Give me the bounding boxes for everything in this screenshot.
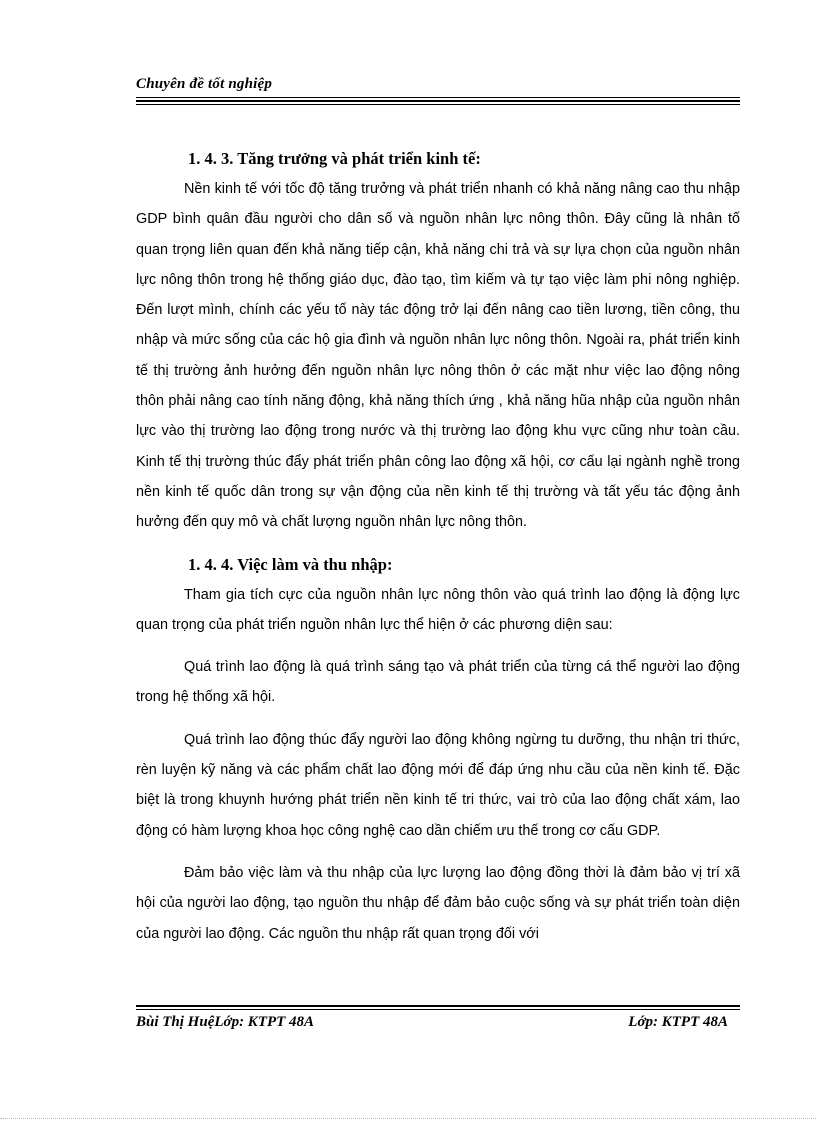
paragraph: Quá trình lao động là quá trình sáng tạo và phát triển của từng cá thể người lao động trong hệ thống xã hội.	[136, 659, 740, 706]
paragraph: Đảm bảo việc làm và thu nhập của lực lượng lao động đồng thời là đảm bảo vị trí xã hội của người lao động, tạo nguồn thu nhập để đảm bảo cuộc sống và sự phát triển toàn diện của người lao động. Các nguồn thu nhập rất quan trọng đối với	[136, 864, 740, 942]
document-title: Chuyên đề tốt nghiệp	[136, 76, 273, 92]
section-heading-1-4-4: 1. 4. 4. Việc làm và thu nhập:	[188, 554, 393, 574]
paragraph: Quá trình lao động thúc đẩy người lao động không ngừng tu dưỡng, thu nhận tri thức, rèn luyện kỹ năng và các phẩm chất lao động mới để đáp ứng nhu cầu của nền kinh tế. Đặc biệt là trong khuynh hướng phát triển nền kinh tế tri thức, vai trò của lao động chất xám, lao động có hàm lượng khoa học công nghệ cao dần chiếm ưu thế trong cơ cấu GDP.	[136, 731, 740, 839]
footer-author: Bùi Thị HuệLớp: KTPT 48A	[136, 1014, 315, 1030]
paragraph: Tham gia tích cực của nguồn nhân lực nông thôn vào quá trình lao động là động lực quan trọng của phát triển nguồn nhân lực thể hiện ở các phương diện sau:	[136, 586, 740, 633]
footer-class: Lớp: KTPT 48A	[628, 1014, 728, 1030]
header-rule-thin-top	[136, 97, 740, 98]
page-edge-dotted-line	[0, 1118, 816, 1119]
header-rule-thick	[136, 100, 740, 102]
page-body	[136, 144, 740, 949]
footer-rule-thin	[136, 1009, 740, 1010]
header-rule-thin-bottom	[136, 104, 740, 105]
section-heading-1-4-3: 1. 4. 3. Tăng trưởng và phát triển kinh tế:	[188, 149, 481, 168]
footer-rule-thick	[136, 1005, 740, 1007]
paragraph: Nền kinh tế với tốc độ tăng trưởng và phát triển nhanh có khả năng nâng cao thu nhập GDP bình quân đầu người cho dân số và nguồn nhân lực nông thôn. Đây cũng là nhân tố quan trọng liên quan đến khả năng tiếp cận, khả năng chi trả và sự lựa chọn của nguồn nhân lực nông thôn trong hệ thống giáo dục, đào tạo, tìm kiếm và tự tạo việc làm phi nông nghiệp. Đến lượt mình, chính các yếu tố này tác động trở lại đến nâng cao tiền lương, tiền công, thu nhập và mức sống của các hộ gia đình và nguồn nhân lực nông thôn. Ngoài ra, phát triển kinh tế thị trường ảnh hưởng đến nguồn nhân lực nông thôn ở các mặt như việc lao động nông thôn phải nâng cao tính năng động, khả năng thích ứng , khả năng hũa nhập của nguồn nhân lực vào thị trường lao động trong nước và thị trường lao động khu vực cũng như toàn cầu. Kinh tế thị trường thúc đẩy phát triển phân công lao động xã hội, cơ cấu lại ngành nghề trong nền kinh tế quốc dân trong sự vận động của nền kinh tế thị trường và tất yếu tác động ảnh hưởng đến quy mô và chất lượng nguồn nhân lực nông thôn.	[136, 181, 740, 531]
